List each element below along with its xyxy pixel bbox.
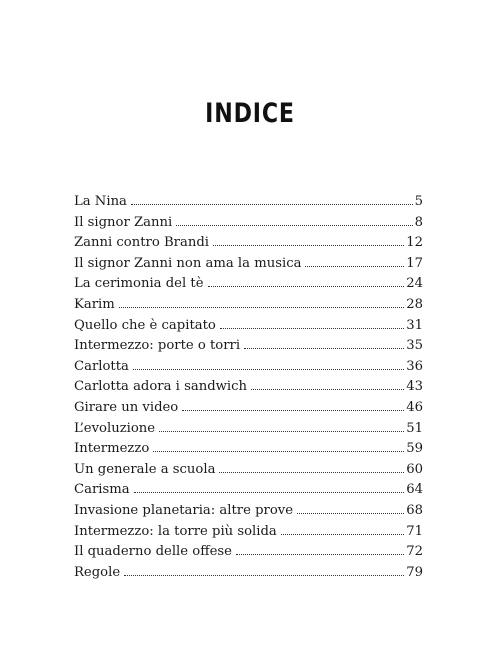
dot-leader: [176, 225, 412, 226]
toc-entry-page: 46: [406, 399, 423, 415]
toc-entry-page: 64: [406, 482, 423, 498]
dot-leader: [124, 575, 404, 576]
toc-entry-page: 5: [414, 194, 423, 209]
dot-leader: [119, 307, 404, 308]
toc-entry-title: Un generale a scuola: [74, 461, 216, 477]
dot-leader: [213, 245, 404, 246]
toc-entry-page: 12: [406, 235, 423, 251]
toc-entry-page: 68: [406, 502, 423, 518]
dot-leader: [219, 472, 404, 473]
toc-entry: [74, 563, 423, 584]
toc-entry-title: La cerimonia del tè: [74, 276, 204, 292]
toc-entry: [74, 274, 423, 295]
toc-entry: [74, 336, 423, 357]
toc-entry-title: Il quaderno delle offese: [74, 544, 232, 560]
toc-entry-page: 79: [406, 564, 423, 580]
toc-entry-title: Carlotta: [74, 358, 129, 374]
toc-entry: [74, 377, 423, 398]
toc-entry-title: Intermezzo: porte o torri: [74, 338, 241, 354]
toc-entry-title: Carlotta adora i sandwich: [74, 379, 248, 395]
toc-entry: [74, 357, 423, 378]
toc-entry-title: L’evoluzione: [74, 420, 156, 436]
toc-entry-page: 43: [406, 379, 423, 395]
toc-entry: [74, 439, 423, 460]
toc-entry-page: 24: [406, 276, 423, 292]
dot-leader: [244, 348, 404, 349]
toc-entry-page: 31: [406, 317, 423, 333]
toc-entry-title: Regole: [74, 564, 121, 580]
toc-entry-page: 36: [406, 358, 423, 374]
table-of-contents: [74, 192, 423, 583]
toc-entry-page: 8: [414, 214, 423, 230]
toc-entry-page: 51: [406, 420, 423, 436]
dot-leader: [159, 431, 404, 432]
toc-entry: [74, 295, 423, 316]
toc-entry-page: 17: [406, 255, 423, 271]
toc-entry-title: Quello che è capitato: [74, 317, 216, 333]
dot-leader: [153, 451, 404, 452]
toc-entry-title: Il signor Zanni: [74, 214, 173, 230]
toc-entry-title: Intermezzo: la torre più solida: [74, 523, 277, 539]
toc-entry: [74, 542, 423, 563]
toc-entry: [74, 522, 423, 543]
toc-entry-page: 71: [406, 523, 423, 539]
dot-leader: [305, 266, 404, 267]
toc-entry: [74, 254, 423, 275]
toc-entry: [74, 480, 423, 501]
toc-entry: [74, 419, 423, 440]
toc-entry-title: Intermezzo: [74, 441, 150, 457]
dot-leader: [236, 554, 404, 555]
dot-leader: [133, 369, 404, 370]
toc-entry-page: 59: [406, 441, 423, 457]
toc-entry-page: 72: [406, 544, 423, 560]
dot-leader: [182, 410, 404, 411]
toc-entry-title: Karim: [74, 296, 115, 312]
dot-leader: [134, 492, 405, 493]
toc-entry-title: Zanni contro Brandi: [74, 235, 209, 251]
toc-entry: [74, 398, 423, 419]
toc-entry: [74, 501, 423, 522]
toc-entry: [74, 192, 423, 213]
toc-entry-title: Il signor Zanni non ama la musica: [74, 255, 302, 271]
dot-leader: [297, 513, 404, 514]
toc-entry: [74, 233, 423, 254]
page-title: INDICE: [205, 98, 295, 129]
toc-entry-title: La Nina: [74, 194, 127, 209]
dot-leader: [281, 534, 404, 535]
toc-entry: [74, 213, 423, 234]
dot-leader: [220, 328, 404, 329]
toc-entry-title: Carisma: [74, 482, 130, 498]
toc-entry-page: 28: [406, 296, 423, 312]
dot-leader: [208, 286, 405, 287]
toc-entry-title: Invasione planetaria: altre prove: [74, 502, 294, 518]
toc-entry-title: Girare un video: [74, 399, 179, 415]
toc-entry: [74, 316, 423, 337]
toc-entry: [74, 460, 423, 481]
dot-leader: [251, 389, 404, 390]
toc-entry-page: 60: [406, 461, 423, 477]
toc-entry-page: 35: [406, 338, 423, 354]
dot-leader: [131, 204, 413, 205]
